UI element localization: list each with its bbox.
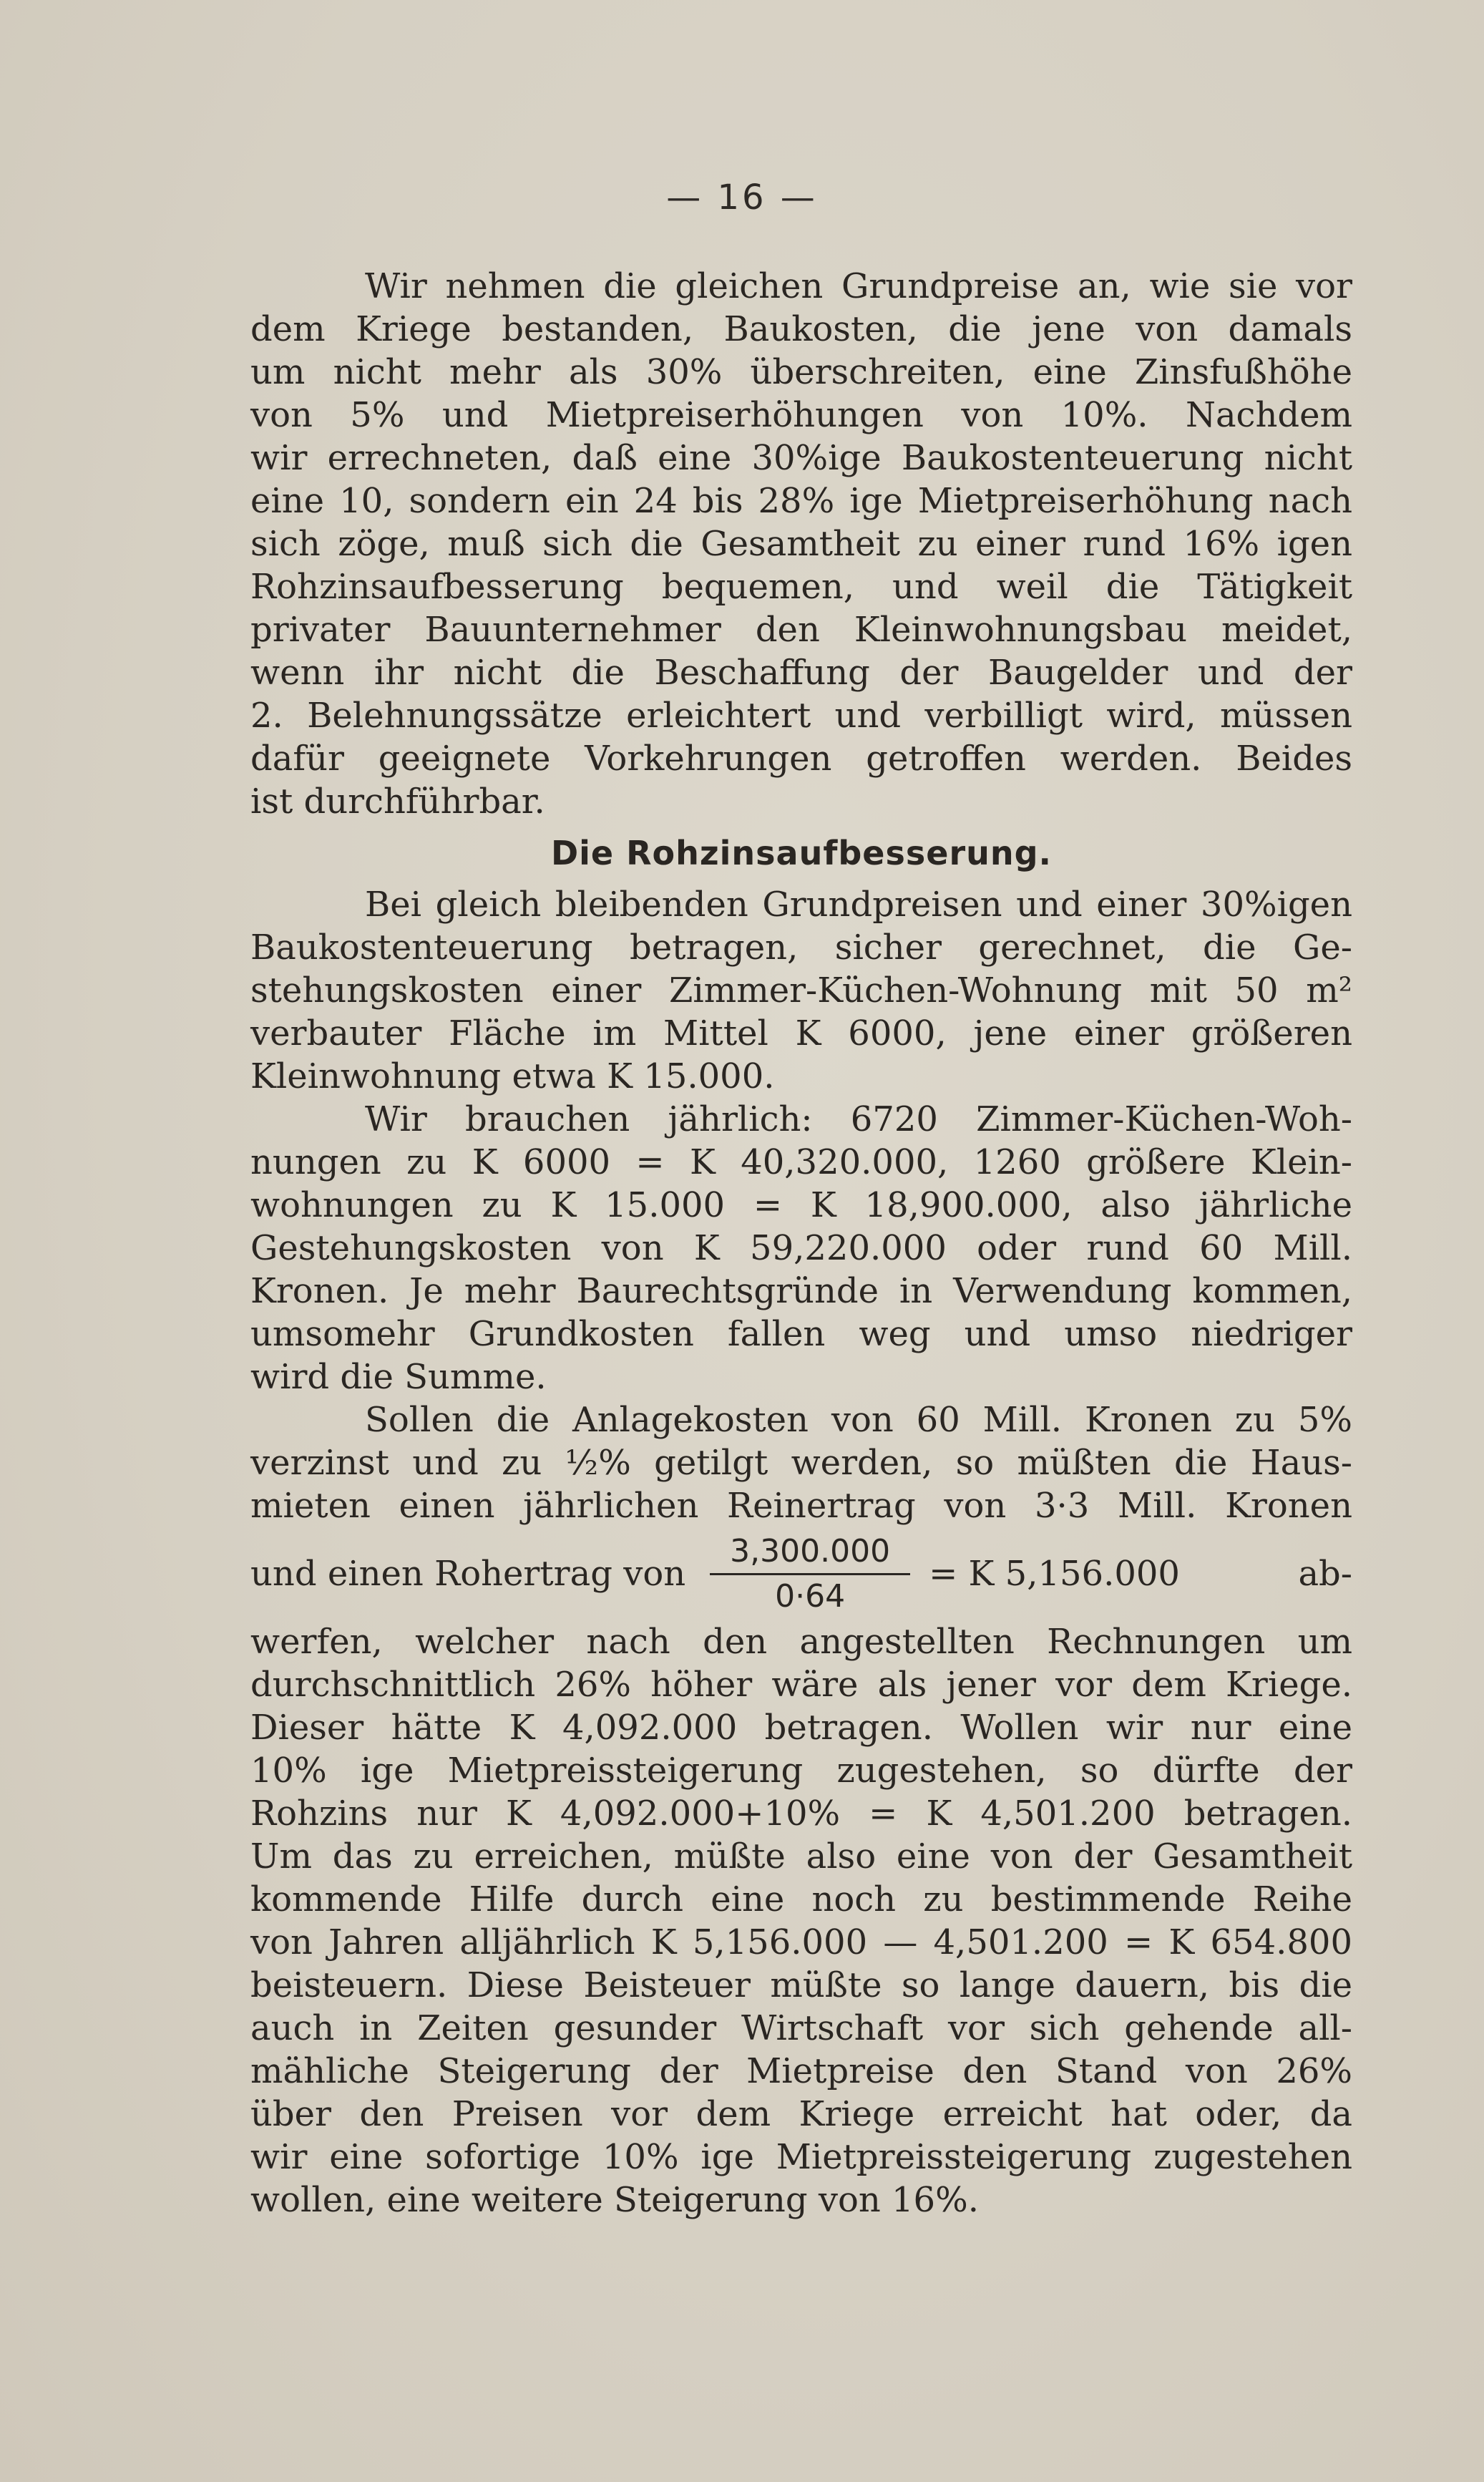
text-line: mieten einen jährlichen Reinertrag von 3·3 Mill. Kronen <box>250 1486 1352 1526</box>
text-line: beisteuern. Diese Beisteuer müßte so lange dauern, bis die <box>250 1965 1352 2005</box>
text-line: Um das zu erreichen, müßte also eine von der Gesamtheit <box>250 1836 1352 1877</box>
text-line: eine 10, sondern ein 24 bis 28% ige Mietpreiserhöhung nach <box>250 481 1352 521</box>
text-line: von Jahren alljährlich K 5,156.000 — 4,501.200 = K 654.800 <box>250 1922 1352 1962</box>
text-line: wohnungen zu K 15.000 = K 18,900.000, also jährliche <box>250 1185 1352 1225</box>
paragraph-2 <box>250 883 1352 1098</box>
fraction <box>710 1533 910 1615</box>
text-line: mähliche Steigerung der Mietpreise den Stand von 26% <box>250 2051 1352 2091</box>
text-line: wollen, eine weitere Steigerung von 16%. <box>250 2180 979 2220</box>
text-line: durchschnittlich 26% höher wäre als jener vor dem Kriege. <box>250 1665 1352 1705</box>
text-line: dafür geeignete Vorkehrungen getroffen werden. Beides <box>250 739 1352 779</box>
text-line: von 5% und Mietpreiserhöhungen von 10%. Nachdem <box>250 395 1352 435</box>
text-line: Baukostenteuerung betragen, sicher gerechnet, die Ge- <box>250 928 1352 968</box>
page-number: — 16 — <box>666 177 818 218</box>
section-heading: Die Rohzinsaufbesserung. <box>550 834 1053 872</box>
formula-lead-text: und einen Rohertrag von <box>250 1554 686 1594</box>
text-line: um nicht mehr als 30% überschreiten, eine Zinsfußhöhe <box>250 352 1352 392</box>
text-line: Gestehungskosten von K 59,220.000 oder rund 60 Mill. <box>250 1228 1352 1268</box>
fraction-numerator: 3,300.000 <box>710 1533 910 1575</box>
text-line: Wir nehmen die gleichen Grundpreise an, wie sie vor <box>365 266 1352 306</box>
text-line: ist durchführbar. <box>250 782 545 822</box>
text-line: verbauter Fläche im Mittel K 6000, jene einer größeren <box>250 1013 1352 1053</box>
formula-result: = K 5,156.000 <box>929 1554 1180 1594</box>
text-line: umsomehr Grundkosten fallen weg und umso niedriger <box>250 1314 1352 1354</box>
text-line: Wir brauchen jährlich: 6720 Zimmer-Küchen-Woh- <box>365 1099 1352 1139</box>
text-line: Kleinwohnung etwa K 15.000. <box>250 1056 775 1096</box>
text-line: wird die Summe. <box>250 1357 547 1397</box>
text-line: nungen zu K 6000 = K 40,320.000, 1260 größere Klein- <box>250 1142 1352 1182</box>
text-line: stehungskosten einer Zimmer-Küchen-Wohnung mit 50 m² <box>250 970 1352 1011</box>
formula-result-group <box>929 1554 1352 1594</box>
text-line: über den Preisen vor dem Kriege erreicht hat oder, da <box>250 2094 1352 2134</box>
text-line: 10% ige Mietpreissteigerung zugestehen, so dürfte der <box>250 1751 1352 1791</box>
text-line: wenn ihr nicht die Beschaffung der Baugelder und der <box>250 653 1352 693</box>
text-line: verzinst und zu ½% getilgt werden, so müßten die Haus- <box>250 1443 1352 1483</box>
text-line: Bei gleich bleibenden Grundpreisen und einer 30%igen <box>365 885 1352 925</box>
text-line: werfen, welcher nach den angestellten Rechnungen um <box>250 1622 1352 1662</box>
formula-hyphen-tail: ab- <box>1298 1554 1352 1594</box>
text-line: Dieser hätte K 4,092.000 betragen. Wollen wir nur eine <box>250 1708 1352 1748</box>
paragraph-4 <box>250 1398 1352 2221</box>
text-line: auch in Zeiten gesunder Wirtschaft vor sich gehende all- <box>250 2008 1352 2048</box>
formula-line <box>250 1527 1352 1620</box>
text-line: Sollen die Anlagekosten von 60 Mill. Kronen zu 5% <box>365 1400 1352 1440</box>
text-line: privater Bauunternehmer den Kleinwohnungsbau meidet, <box>250 610 1352 650</box>
text-line: sich zöge, muß sich die Gesamtheit zu einer rund 16% igen <box>250 524 1352 564</box>
fraction-denominator: 0·64 <box>775 1577 846 1615</box>
text-line: Kronen. Je mehr Baurechtsgründe in Verwendung kommen, <box>250 1271 1352 1311</box>
text-line: 2. Belehnungssätze erleichtert und verbilligt wird, müssen <box>250 696 1352 736</box>
body-text <box>250 265 1352 2221</box>
text-line: kommende Hilfe durch eine noch zu bestimmende Reihe <box>250 1879 1352 1919</box>
paragraph-3 <box>250 1098 1352 1398</box>
text-line: Rohzins nur K 4,092.000+10% = K 4,501.200 betragen. <box>250 1794 1352 1834</box>
text-line: dem Kriege bestanden, Baukosten, die jene von damals <box>250 309 1352 349</box>
paragraph-1 <box>250 265 1352 823</box>
text-line: wir errechneten, daß eine 30%ige Baukostenteuerung nicht <box>250 438 1352 478</box>
text-line: wir eine sofortige 10% ige Mietpreissteigerung zugestehen <box>250 2137 1352 2177</box>
text-line: Rohzinsaufbesserung bequemen, und weil die Tätigkeit <box>250 567 1352 607</box>
